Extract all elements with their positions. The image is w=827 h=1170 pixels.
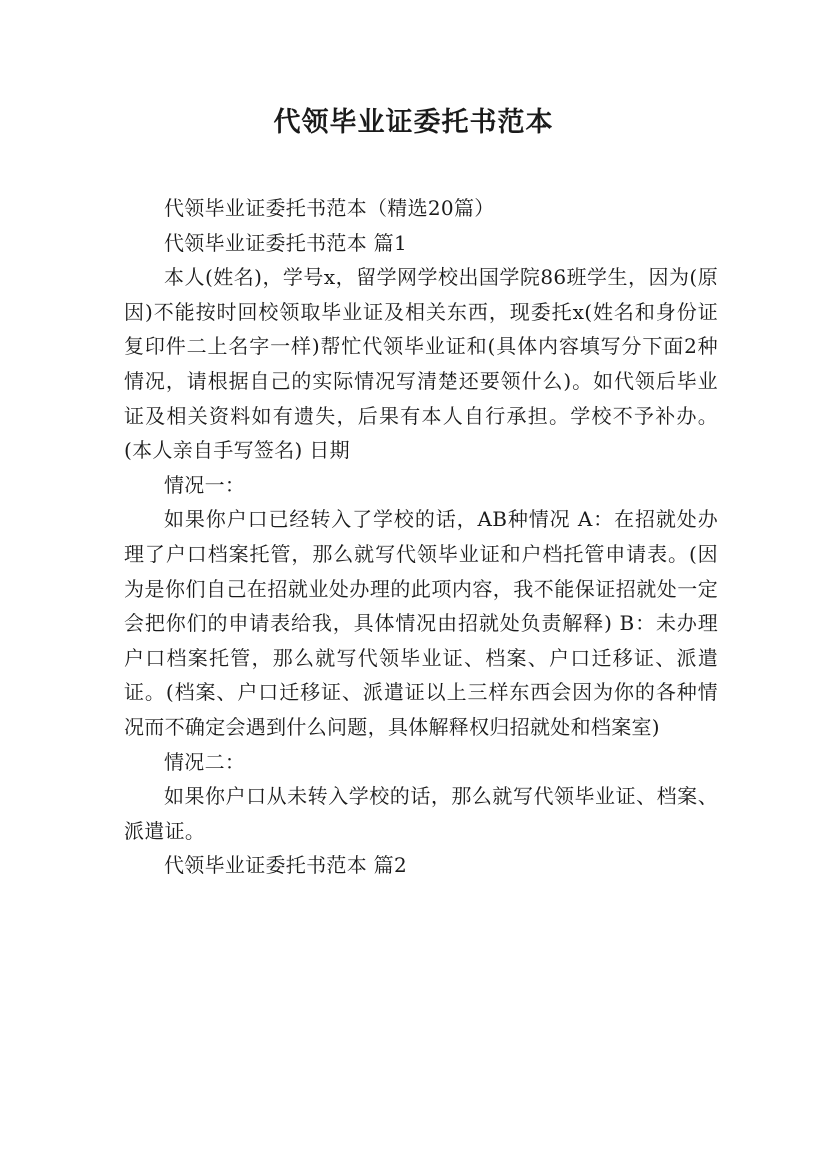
- document-title: 代领毕业证委托书范本: [273, 107, 554, 138]
- paragraph-case-two-heading: 情况二：: [164, 749, 246, 774]
- paragraph-case-one-heading: 情况一：: [164, 472, 246, 497]
- paragraph-body: 如果你户口从未转入学校的话，那么就写代领毕业证、档案、派遣证。: [124, 784, 718, 843]
- paragraph-subtitle: 代领毕业证委托书范本（精选20篇）: [164, 196, 495, 220]
- paragraph-body: 本人(姓名)，学号x，留学网学校出国学院86班学生，因为(原因)不能按时回校领取毕业证及相关东西，现委托x(姓名和身份证复印件二上名字一样)帮忙代领毕业证和(具体内容填写分下面2种情况，请根据自己的实际情况写清楚还要领什么)。如代领后毕业证及相关资料如有遗失，后果有本人自行承担。学校不予补办。(本人亲自手写签名) 日期: [124, 265, 718, 463]
- paragraph-section-heading: 代领毕业证委托书范本 篇2: [164, 853, 407, 878]
- paragraph-section-heading: 代领毕业证委托书范本 篇1: [164, 230, 407, 255]
- document-body: [124, 191, 718, 883]
- paragraph-body: 如果你户口已经转入了学校的话，AB种情况 A：在招就处办理了户口档案托管，那么就写代领毕业证和户档托管申请表。(因为是你们自己在招就业处办理的此项内容，我不能保证招就处一定会把你们的申请表给我，具体情况由招就处负责解释) B：未办理户口档案托管，那么就写代领毕业证、档案、户口迁移证、派遣证。(档案、户口迁移证、派遣证以上三样东西会因为你的各种情况而不确定会遇到什么问题，具体解释权归招就处和档案室): [124, 507, 718, 739]
